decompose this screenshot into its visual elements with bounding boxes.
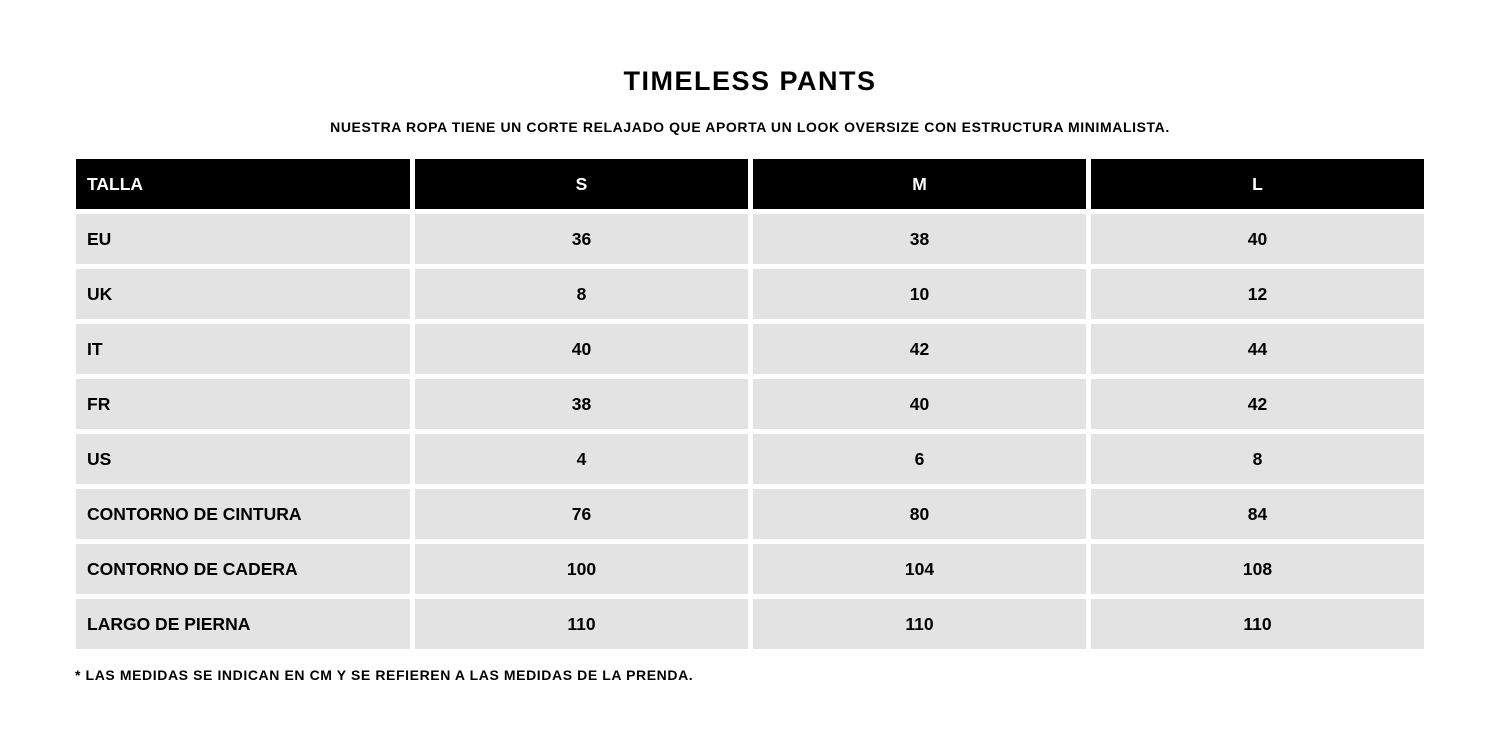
size-l-cell: 8 xyxy=(1091,434,1424,484)
size-chart-table xyxy=(71,154,1429,654)
size-m-cell: 42 xyxy=(753,324,1086,374)
table-row xyxy=(76,214,1424,264)
table-row xyxy=(76,599,1424,649)
table-row xyxy=(76,434,1424,484)
size-m-cell: 110 xyxy=(753,599,1086,649)
fit-description: NUESTRA ROPA TIENE UN CORTE RELAJADO QUE APORTA UN LOOK OVERSIZE CON ESTRUCTURA MINIMALISTA. xyxy=(330,119,1170,135)
page-title: TIMELESS PANTS xyxy=(623,66,877,96)
size-l-cell: 40 xyxy=(1091,214,1424,264)
row-label-cell: US xyxy=(76,434,410,484)
size-m-cell: 6 xyxy=(753,434,1086,484)
table-row xyxy=(76,379,1424,429)
table-row xyxy=(76,324,1424,374)
measurement-footnote: * LAS MEDIDAS SE INDICAN EN CM Y SE REFIEREN A LAS MEDIDAS DE LA PRENDA. xyxy=(75,667,694,683)
size-s-cell: 40 xyxy=(415,324,748,374)
size-m-cell: 10 xyxy=(753,269,1086,319)
header-cell-m: M xyxy=(753,159,1086,209)
row-label-cell: IT xyxy=(76,324,410,374)
row-label-cell: CONTORNO DE CINTURA xyxy=(76,489,410,539)
size-l-cell: 42 xyxy=(1091,379,1424,429)
table-header-row xyxy=(76,159,1424,209)
size-s-cell: 38 xyxy=(415,379,748,429)
size-s-cell: 36 xyxy=(415,214,748,264)
table-row xyxy=(76,544,1424,594)
row-label-cell: CONTORNO DE CADERA xyxy=(76,544,410,594)
size-m-cell: 40 xyxy=(753,379,1086,429)
row-label-cell: EU xyxy=(76,214,410,264)
header-cell-talla: TALLA xyxy=(76,159,410,209)
size-l-cell: 12 xyxy=(1091,269,1424,319)
size-s-cell: 100 xyxy=(415,544,748,594)
size-l-cell: 110 xyxy=(1091,599,1424,649)
header-cell-l: L xyxy=(1091,159,1424,209)
size-l-cell: 108 xyxy=(1091,544,1424,594)
size-m-cell: 80 xyxy=(753,489,1086,539)
table-row xyxy=(76,489,1424,539)
header-cell-s: S xyxy=(415,159,748,209)
table-row xyxy=(76,269,1424,319)
row-label-cell: UK xyxy=(76,269,410,319)
size-m-cell: 104 xyxy=(753,544,1086,594)
size-m-cell: 38 xyxy=(753,214,1086,264)
size-s-cell: 4 xyxy=(415,434,748,484)
size-l-cell: 84 xyxy=(1091,489,1424,539)
size-l-cell: 44 xyxy=(1091,324,1424,374)
row-label-cell: FR xyxy=(76,379,410,429)
size-s-cell: 8 xyxy=(415,269,748,319)
row-label-cell: LARGO DE PIERNA xyxy=(76,599,410,649)
size-s-cell: 110 xyxy=(415,599,748,649)
size-s-cell: 76 xyxy=(415,489,748,539)
